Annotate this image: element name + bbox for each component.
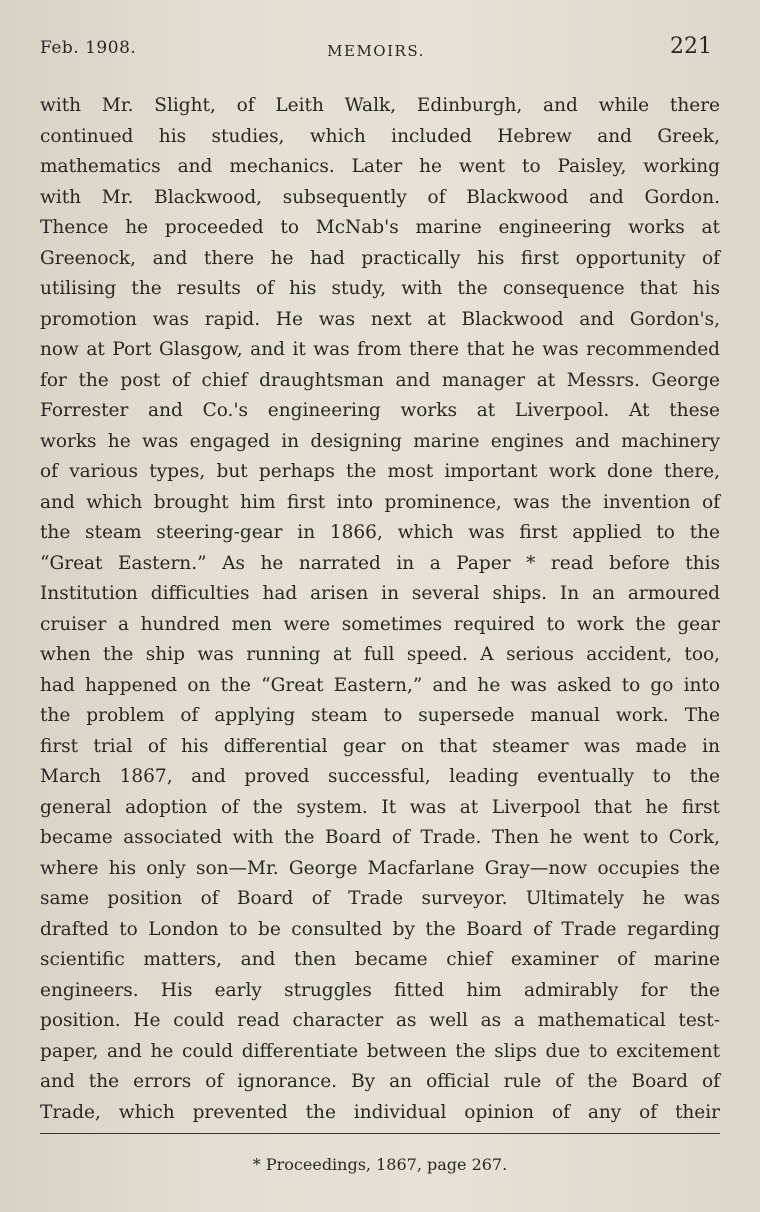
text-line: mathematics and mechanics. Later he went to Paisley, working	[40, 156, 720, 177]
text-line: with Mr. Slight, of Leith Walk, Edinburgh, and while there	[40, 95, 720, 116]
text-line: scientific matters, and then became chief examiner of marine	[40, 949, 720, 970]
text-line: engineers. His early struggles fitted him admirably for the	[40, 979, 720, 1001]
text-line: utilising the results of his study, with the consequence that his	[40, 278, 720, 299]
text-line: where his only son—Mr. George Macfarlane Gray—now occupies the	[40, 857, 720, 879]
text-line: March 1867, and proved successful, leading eventually to the	[40, 766, 720, 787]
footnote-rule	[40, 1133, 720, 1134]
text-line: and the errors of ignorance. By an official rule of the Board of	[40, 1071, 720, 1092]
text-line: the steam steering-gear in 1866, which was first applied to the	[40, 522, 720, 543]
text-line: position. He could read character as well as a mathematical test-	[40, 1010, 720, 1031]
body-text	[40, 91, 720, 1128]
running-head-title: MEMOIRS.	[327, 42, 425, 60]
text-line: for the post of chief draughtsman and manager at Messrs. George	[40, 369, 720, 391]
text-line: and which brought him first into prominence, was the invention of	[40, 491, 720, 513]
text-line: general adoption of the system. It was at Liverpool that he first	[40, 796, 720, 818]
running-head-date: Feb. 1908.	[40, 38, 137, 58]
text-line: with Mr. Blackwood, subsequently of Blackwood and Gordon.	[40, 186, 720, 208]
text-line: same position of Board of Trade surveyor. Ultimately he was	[40, 888, 720, 909]
text-line: became associated with the Board of Trade. Then he went to Cork,	[40, 827, 720, 848]
running-head	[40, 34, 712, 64]
text-line: now at Port Glasgow, and it was from there that he was recommended	[40, 339, 720, 360]
text-line: the problem of applying steam to supersede manual work. The	[40, 705, 720, 726]
text-line: works he was engaged in designing marine engines and machinery	[40, 430, 720, 452]
text-line: drafted to London to be consulted by the Board of Trade regarding	[40, 918, 720, 940]
text-line: “Great Eastern.” As he narrated in a Paper * read before this	[40, 552, 720, 574]
text-line: Trade, which prevented the individual opinion of any of their	[40, 1101, 720, 1123]
text-line: continued his studies, which included Hebrew and Greek,	[40, 125, 720, 147]
text-line: paper, and he could differentiate between the slips due to excitement	[40, 1040, 720, 1062]
text-line: first trial of his differential gear on that steamer was made in	[40, 735, 720, 757]
text-line: Forrester and Co.'s engineering works at Liverpool. At these	[40, 400, 720, 421]
text-line: Thence he proceeded to McNab's marine engineering works at	[40, 217, 720, 238]
footnote: * Proceedings, 1867, page 267.	[252, 1155, 508, 1174]
text-line: had happened on the “Great Eastern,” and he was asked to go into	[40, 674, 720, 696]
text-line: cruiser a hundred men were sometimes required to work the gear	[40, 613, 720, 635]
page-number: 221	[670, 34, 712, 59]
text-line: of various types, but perhaps the most important work done there,	[40, 461, 720, 482]
text-line: Greenock, and there he had practically his first opportunity of	[40, 247, 720, 269]
text-line: Institution difficulties had arisen in several ships. In an armoured	[40, 583, 720, 604]
text-line: when the ship was running at full speed. A serious accident, too,	[40, 644, 720, 665]
text-line: promotion was rapid. He was next at Blackwood and Gordon's,	[40, 308, 720, 330]
